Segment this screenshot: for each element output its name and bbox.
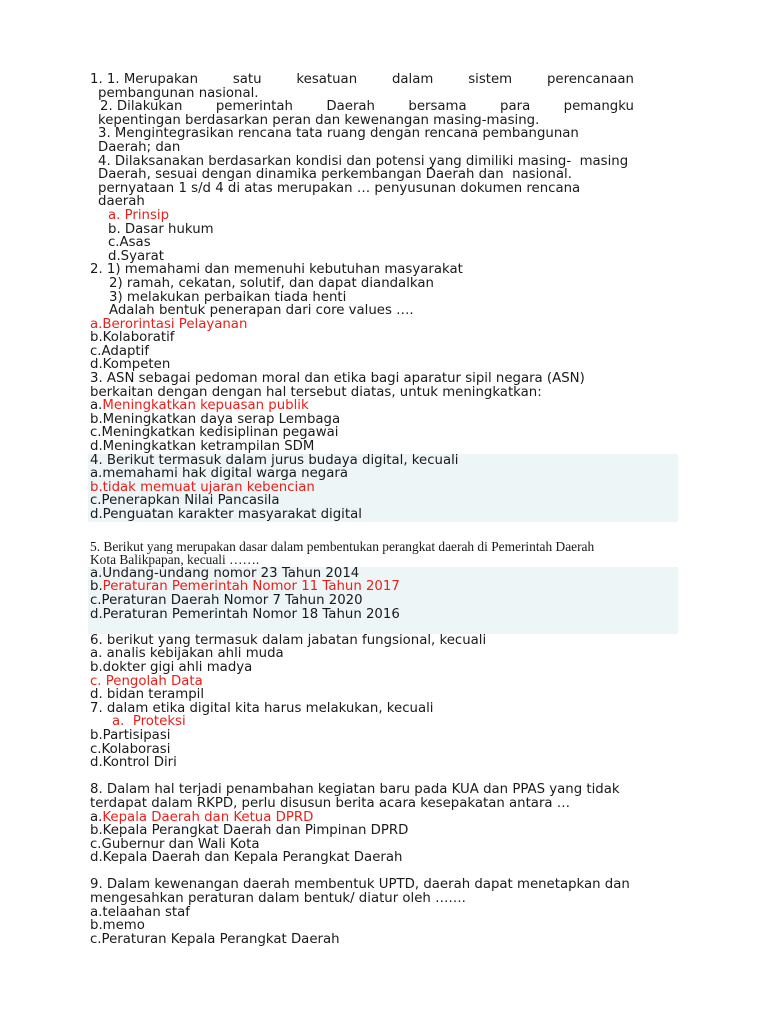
- q7-option-a-answer: a. Proteksi: [112, 714, 186, 730]
- q1-line-8: Daerah, sesuai dengan dinamika perkembangan Daerah dan nasional.: [98, 167, 572, 183]
- q3-option-d: d.Meningkatkan ketrampilan SDM: [90, 439, 315, 455]
- q1-option-d: d.Syarat: [108, 248, 164, 264]
- q1-line-1: 1. 1. Merupakan satu kesatuan dalam sistem perencanaan: [90, 72, 634, 87]
- question-4: [88, 454, 678, 522]
- q5-stem-1: 5. Berikut yang merupakan dasar dalam pembentukan perangkat daerah di Pemerintah Daerah: [90, 538, 595, 554]
- q3-stem-2: berkaitan dengan dengan hal tersebut diatas, untuk meningkatkan:: [90, 384, 542, 400]
- question-1: [90, 73, 678, 263]
- question-8: [90, 783, 678, 865]
- q4-option-d: d.Penguatan karakter masyarakat digital: [90, 507, 362, 522]
- question-6: [90, 634, 678, 702]
- q1-line-4: kepentingan berdasarkan peran dan kewenangan masing-masing.: [98, 112, 540, 128]
- q5-option-d: d.Peraturan Pemerintah Nomor 18 Tahun 2016: [90, 606, 400, 622]
- q6-option-d: d. bidan terampil: [90, 687, 205, 703]
- q7-stem: 7. dalam etika digital kita harus melakukan, kecuali: [90, 700, 434, 716]
- q5-option-a: a.Undang-undang nomor 23 Tahun 2014: [90, 565, 360, 581]
- q7-option-c: c.Kolaborasi: [90, 741, 171, 757]
- q9-option-b: b.memo: [90, 918, 145, 934]
- q8-option-a: a.Kepala Daerah dan Ketua DPRD: [90, 809, 314, 825]
- q1-option-b: b. Dasar hukum: [108, 221, 214, 237]
- q2-option-a-answer: a.Berorintasi Pelayanan: [90, 316, 248, 332]
- q2-stem-3: 3) melakukan perbaikan tiada henti: [109, 289, 347, 305]
- q5-option-b: b.Peraturan Pemerintah Nomor 11 Tahun 2017: [90, 579, 400, 595]
- question-2: [90, 263, 678, 372]
- q6-option-c-answer: c. Pengolah Data: [90, 673, 203, 689]
- q9-stem-2: mengesahkan peraturan dalam bentuk/ diatur oleh …….: [90, 891, 466, 907]
- q2-option-d: d.Kompeten: [90, 357, 171, 373]
- q1-option-c: c.Asas: [108, 235, 151, 251]
- q1-line-5: 3. Mengintegrasikan rencana tata ruang dengan rencana pembangunan: [98, 126, 579, 142]
- q2-option-c: c.Adaptif: [90, 343, 150, 359]
- q1-line-2: pembangunan nasional.: [98, 85, 259, 101]
- q1-line-6: Daerah; dan: [98, 139, 181, 155]
- q3-option-b: b.Meningkatkan daya serap Lembaga: [90, 411, 341, 427]
- q4-option-b-answer: b.tidak memuat ujaran kebencian: [90, 479, 315, 495]
- q8-option-d: d.Kepala Daerah dan Kepala Perangkat Daerah: [90, 850, 403, 866]
- q7-option-b: b.Partisipasi: [90, 727, 171, 743]
- q4-stem: 4. Berikut termasuk dalam jurus budaya digital, kecuali: [90, 452, 459, 468]
- q8-option-c: c.Gubernur dan Wali Kota: [90, 836, 260, 852]
- document-page: [90, 73, 678, 946]
- q5-stem-2: Kota Balikpapan, kecuali …….: [90, 552, 260, 568]
- q5-answer: Peraturan Pemerintah Nomor 11 Tahun 2017: [102, 579, 400, 595]
- q2-stem-1: 2. 1) memahami dan memenuhi kebutuhan masyarakat: [90, 262, 463, 278]
- q6-option-b: b.dokter gigi ahli madya: [90, 659, 253, 675]
- spacer: [90, 770, 678, 784]
- q3-stem-1: 3. ASN sebagai pedoman moral dan etika bagi aparatur sipil negara (ASN): [90, 371, 585, 387]
- q3-answer: Meningkatkan kepuasan publik: [102, 398, 309, 414]
- q5-option-c: c.Peraturan Daerah Nomor 7 Tahun 2020: [90, 592, 363, 608]
- spacer: [90, 522, 678, 540]
- q1-line-7: 4. Dilaksanakan berdasarkan kondisi dan potensi yang dimiliki masing- masing: [98, 153, 629, 169]
- q9-option-a: a.telaahan staf: [90, 904, 190, 920]
- q7-option-d: d.Kontrol Diri: [90, 755, 177, 771]
- q8-option-b: b.Kepala Perangkat Daerah dan Pimpinan DPRD: [90, 823, 409, 839]
- q3-option-c: c.Meningkatkan kedisiplinan pegawai: [90, 425, 339, 441]
- q6-option-a: a. analis kebijakan ahli muda: [90, 646, 284, 662]
- question-7: [90, 702, 678, 770]
- q2-stem-2: 2) ramah, cekatan, solutif, dan dapat diandalkan: [109, 275, 434, 291]
- question-3: [90, 372, 678, 454]
- q9-stem-1: 9. Dalam kewenangan daerah membentuk UPTD, daerah dapat menetapkan dan: [90, 877, 630, 893]
- q1-line-10: daerah: [98, 194, 145, 210]
- q4-option-a: a.memahami hak digital warga negara: [90, 466, 348, 482]
- q5-options-block: [88, 567, 678, 634]
- q4-option-c: c.Penerapkan Nilai Pancasila: [90, 493, 280, 509]
- q8-stem-2: terdapat dalam RKPD, perlu disusun berita acara kesepakatan antara …: [90, 795, 571, 811]
- q3-option-a: a.Meningkatkan kepuasan publik: [90, 398, 309, 414]
- q8-stem-1: 8. Dalam hal terjadi penambahan kegiatan baru pada KUA dan PPAS yang tidak: [90, 782, 620, 798]
- q8-answer: Kepala Daerah dan Ketua DPRD: [102, 809, 314, 825]
- q1-line-3: 2. Dilakukan pemerintah Daerah bersama para pemangku: [100, 99, 634, 115]
- q9-option-c: c.Peraturan Kepala Perangkat Daerah: [90, 931, 340, 947]
- question-9: [90, 878, 678, 946]
- q1-line-9: pernyataan 1 s/d 4 di atas merupakan … penyusunan dokumen rencana: [98, 180, 581, 196]
- q6-stem: 6. berikut yang termasuk dalam jabatan fungsional, kecuali: [90, 632, 487, 648]
- question-5: [90, 540, 678, 634]
- q2-stem-4: Adalah bentuk penerapan dari core values ….: [109, 303, 414, 319]
- q1-option-a-answer: a. Prinsip: [108, 207, 170, 223]
- q2-option-b: b.Kolaboratif: [90, 330, 175, 346]
- spacer: [90, 865, 678, 879]
